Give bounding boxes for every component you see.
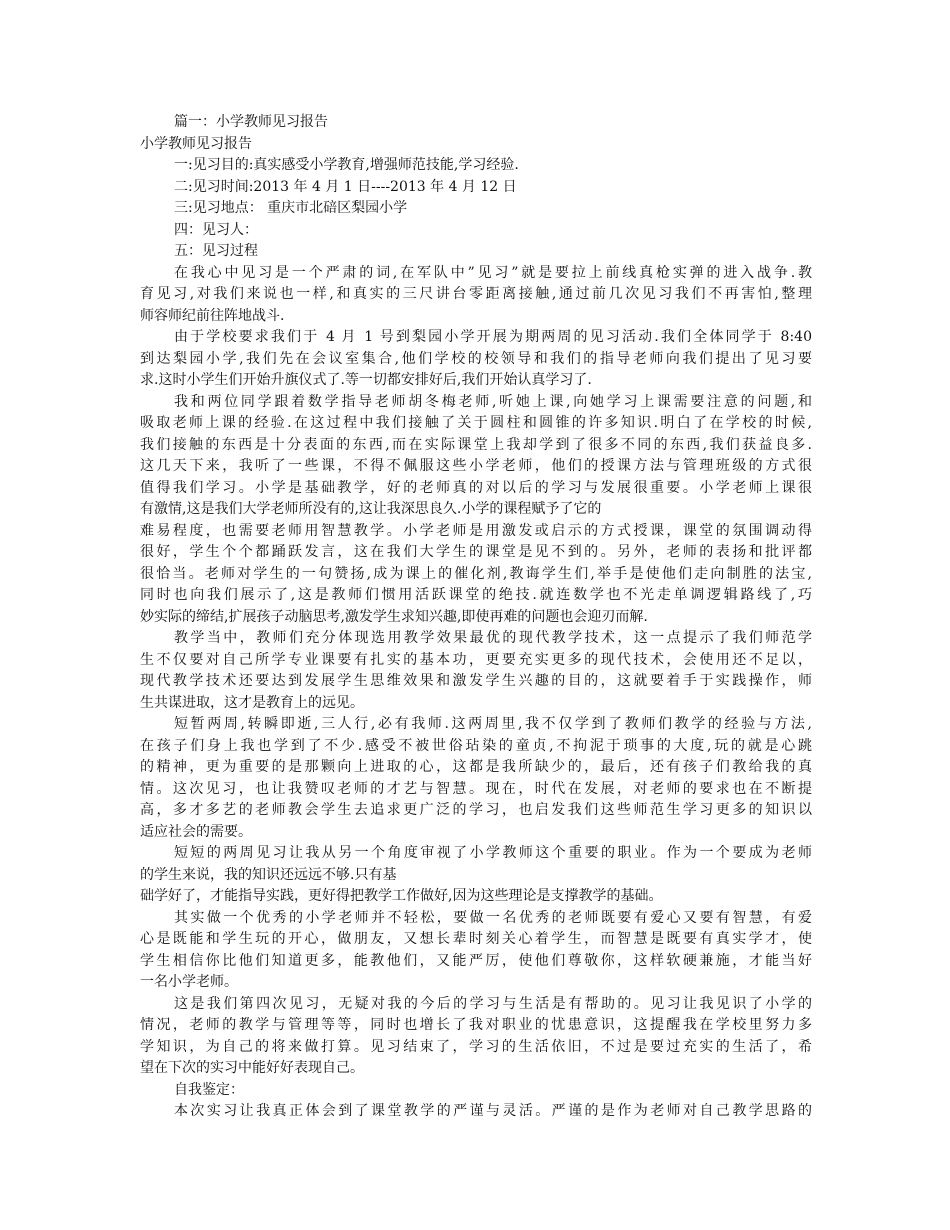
paragraph-line: 这是我们第四次见习，无疑对我的今后的学习与生活是有帮助的。见习让我见识了小学的: [174, 995, 812, 1012]
paragraph-6: [140, 843, 812, 908]
paragraph-line: 在孩子们身上我也学到了不少.感受不被世俗玷染的童贞,不拘泥于琐事的大度,玩的就是心跳: [140, 737, 812, 754]
paragraph-line: 适应社会的需要。: [140, 823, 252, 840]
document-heading: 篇一：小学教师见习报告: [174, 114, 328, 130]
paragraph-line: 础学好了，才能指导实践，更好得把教学工作做好,因为这些理论是支撑教学的基础。: [140, 888, 663, 904]
paragraph-line: 情况，老师的教学与管理等等，同时也增长了我对职业的忧患意识，这提醒我在学校里努力多: [140, 1017, 812, 1033]
paragraph-line: 妙实际的缔结,扩展孩子动脑思考,激发学生求知兴趣,即使再难的问题也会迎刃而解.: [140, 608, 648, 625]
paragraph-9: [140, 1101, 812, 1123]
paragraph-line: 的精神，更为重要的是那颗向上进取的心，这都是我所缺少的，最后，还有孩子们教给我的真: [140, 759, 812, 775]
info-location: 三:见习地点： 重庆市北碚区梨园小学: [174, 200, 408, 216]
paragraph-line: 本次实习让我真正体会到了课堂教学的严谨与灵活。严谨的是作为老师对自己教学思路的: [174, 1103, 812, 1119]
info-purpose: 一:见习目的:真实感受小学教育,增强师范技能,学习经验.: [174, 157, 519, 173]
paragraph-line: 很好，学生个个都踊跃发言，这在我们大学生的课堂是见不到的。另外，老师的表扬和批评都: [140, 544, 812, 560]
paragraph-8: [140, 994, 812, 1080]
paragraph-3: [140, 392, 812, 629]
paragraph-line: 这几天下来，我听了一些课，不得不佩服这些小学老师，他们的授课方法与管理班级的方式很: [140, 458, 812, 474]
paragraph-line: 的学生来说，我的知识还远远不够.只有基: [140, 866, 397, 883]
paragraph-line: 一名小学老师。: [140, 974, 238, 990]
paragraph-line: 求.这时小学生们开始升旗仪式了.等一切都安排好后,我们开始认真学习了.: [140, 372, 592, 388]
paragraph-line: 高，多才多艺的老师教会学生去追求更广泛的学习，也启发我们这些师范生学习更多的知识以: [140, 802, 812, 818]
paragraph-line: 望在下次的实习中能好好表现自己。: [140, 1060, 364, 1076]
paragraph-line: 现代教学技术还要达到发展学生思维效果和激发学生兴趣的目的，这就要着手于实践操作，师: [140, 673, 812, 689]
paragraph-line: 我和两位同学跟着数学指导老师胡冬梅老师,听她上课,向她学习上课需要注意的问题,和: [174, 393, 812, 410]
info-person: 四：见习人：: [174, 221, 258, 238]
document-page: [140, 112, 812, 1123]
paragraph-line: 情。这次见习，也让我赞叹老师的才艺与智慧。现在，时代在发展，对老师的要求也在不断提: [140, 780, 812, 797]
paragraph-line: 育见习,对我们来说也一样,和真实的三尺讲台零距离接触,通过前几次见习我们不再害怕,整理: [140, 286, 812, 302]
paragraph-5: [140, 714, 812, 843]
info-time: 二:见习时间:2013 年 4 月 1 日----2013 年 4 月 12 日: [174, 178, 517, 195]
paragraph-line: 学生相信你比他们知道更多，能教他们，又能严厉，使他们尊敬你，这样软硬兼施，才能当好: [140, 952, 812, 969]
paragraph-line: 由于学校要求我们于 4 月 1 号到梨园小学开展为期两周的见习活动.我们全体同学于 8:40: [174, 329, 812, 345]
paragraph-line: 生不仅要对自己所学专业课要有扎实的基本功，更要充实更多的现代技术，会使用还不足以，: [140, 651, 812, 668]
paragraph-line: 其实做一个优秀的小学老师并不轻松，要做一名优秀的老师既要有爱心又要有智慧，有爱: [174, 909, 812, 926]
paragraph-1: [140, 263, 812, 328]
document-subheading: 小学教师见习报告: [140, 135, 252, 152]
paragraph-line: 吸取老师上课的经验.在这过程中我们接触了关于圆柱和圆锥的许多知识.明白了在学校的时候,: [140, 415, 812, 431]
paragraph-line: 很恰当。老师对学生的一句赞扬,成为课上的催化剂,教诲学生们,举手是使他们走向制胜的法宝,: [140, 565, 812, 582]
paragraph-line: 我们接触的东西是十分表面的东西,而在实际课堂上我却学到了很多不同的东西,我们获益良多.: [140, 436, 812, 453]
paragraph-line: 生共谋进取，这才是教育上的远见。: [140, 694, 364, 711]
paragraph-4: [140, 628, 812, 714]
paragraph-line: 到达梨园小学,我们先在会议室集合,他们学校的校领导和我们的指导老师向我们提出了见习要: [140, 350, 812, 367]
paragraph-line: 有激情,这是我们大学老师所没有的,这让我深思良久.小学的课程赋予了它的: [140, 501, 602, 517]
paragraph-line: 学知识，为自己的将来做打算。见习结束了，学习的生活依旧，不过是要过充实的生活了，希: [140, 1038, 812, 1055]
paragraph-7: [140, 908, 812, 994]
info-process: 五：见习过程: [174, 243, 258, 259]
paragraph-line: 在我心中见习是一个严肃的词,在军队中”见习”就是要拉上前线真枪实弹的进入战争.教: [174, 264, 812, 281]
paragraph-line: 短暂两周,转瞬即逝,三人行,必有我师.这两周里,我不仅学到了教师们教学的经验与方法,: [174, 716, 812, 732]
paragraph-line: 教学当中，教师们充分体现选用教学效果最优的现代教学技术，这一点提示了我们师范学: [174, 630, 812, 646]
paragraph-2: [140, 327, 812, 392]
paragraph-line: 同时也向我们展示了,这是教师们惯用活跃课堂的绝技.就连数学也不光走单调逻辑路线了,巧: [140, 587, 812, 603]
paragraph-line: 短短的两周见习让我从另一个角度审视了小学教师这个重要的职业。作为一个要成为老师: [174, 845, 812, 861]
self-evaluation-title: 自我鉴定：: [174, 1081, 244, 1098]
paragraph-line: 心是既能和学生玩的开心，做朋友，又想长辈时刻关心着学生，而智慧是既要有真实学才，使: [140, 931, 812, 947]
paragraph-line: 难易程度，也需要老师用智慧教学。小学老师是用激发或启示的方式授课，课堂的氛围调动得: [140, 522, 812, 539]
paragraph-line: 值得我们学习。小学是基础教学，好的老师真的对以后的学习与发展很重要。小学老师上课很: [140, 479, 812, 496]
paragraph-line: 师容师纪前往阵地战斗.: [140, 307, 285, 324]
